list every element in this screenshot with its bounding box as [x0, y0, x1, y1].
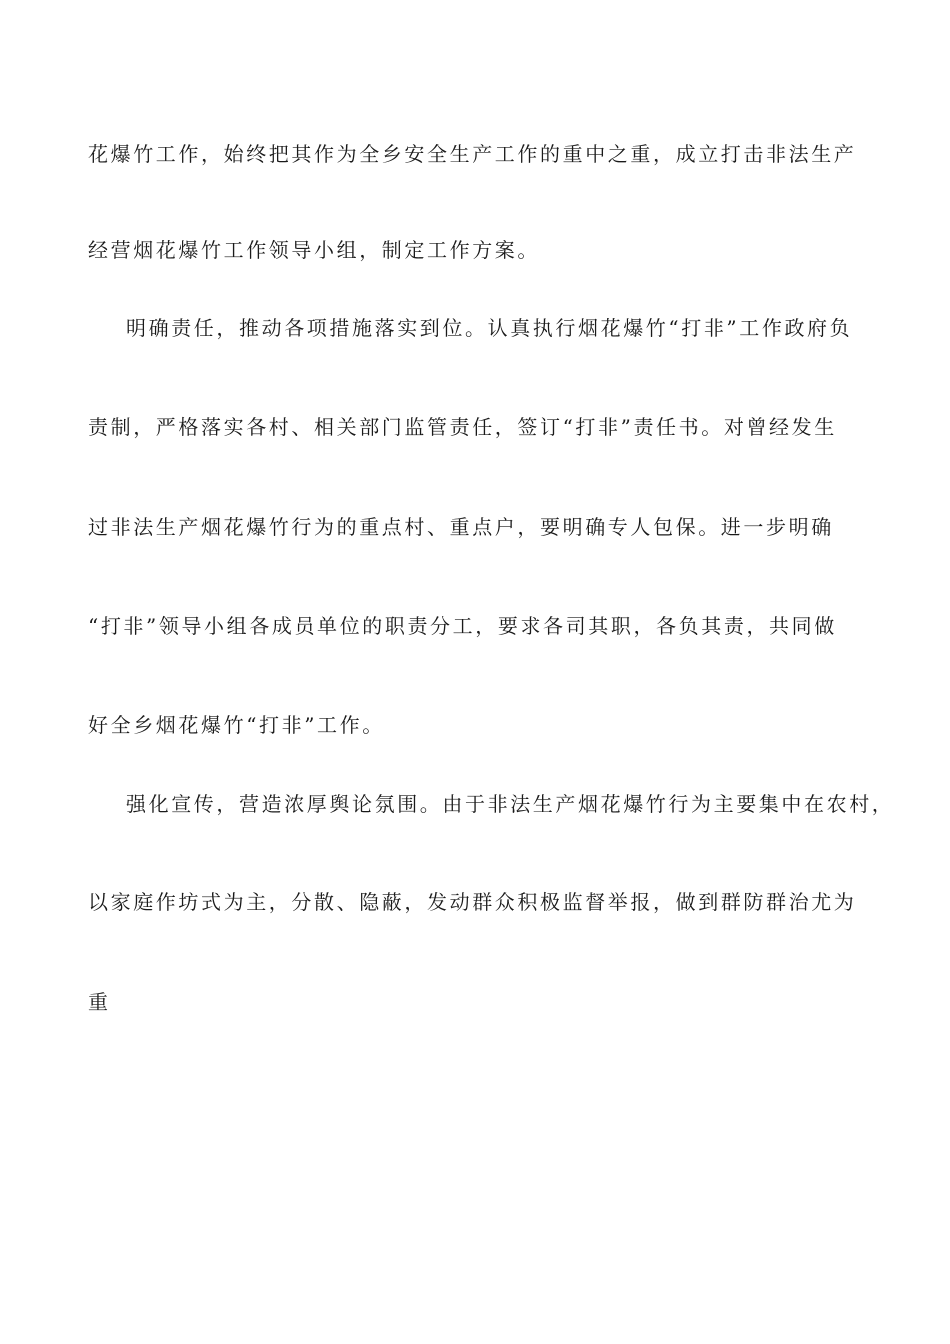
- text-line: 好全乡烟花爆竹“打非”工作。: [88, 713, 385, 737]
- text-line: 花爆竹工作，始终把其作为全乡安全生产工作的重中之重，成立打击非法生产: [88, 142, 857, 166]
- paragraph-start-line: 强化宣传，营造浓厚舆论氛围。由于非法生产烟花爆竹行为主要集中在农村，: [126, 792, 895, 816]
- text-line: 责制，严格落实各村、相关部门监管责任，签订“打非”责任书。对曾经发生: [88, 415, 837, 439]
- text-line: 重: [88, 990, 111, 1014]
- text-line: 经营烟花爆竹工作领导小组，制定工作方案。: [88, 238, 540, 262]
- text-line: “打非”领导小组各成员单位的职责分工，要求各司其职，各负其责，共同做: [88, 614, 837, 638]
- text-line: 过非法生产烟花爆竹行为的重点村、重点户，要明确专人包保。进一步明确: [88, 515, 834, 539]
- text-line: 以家庭作坊式为主，分散、隐蔽，发动群众积极监督举报，做到群防群治尤为: [88, 890, 857, 914]
- paragraph-start-line: 明确责任，推动各项措施落实到位。认真执行烟花爆竹“打非”工作政府负: [126, 316, 853, 340]
